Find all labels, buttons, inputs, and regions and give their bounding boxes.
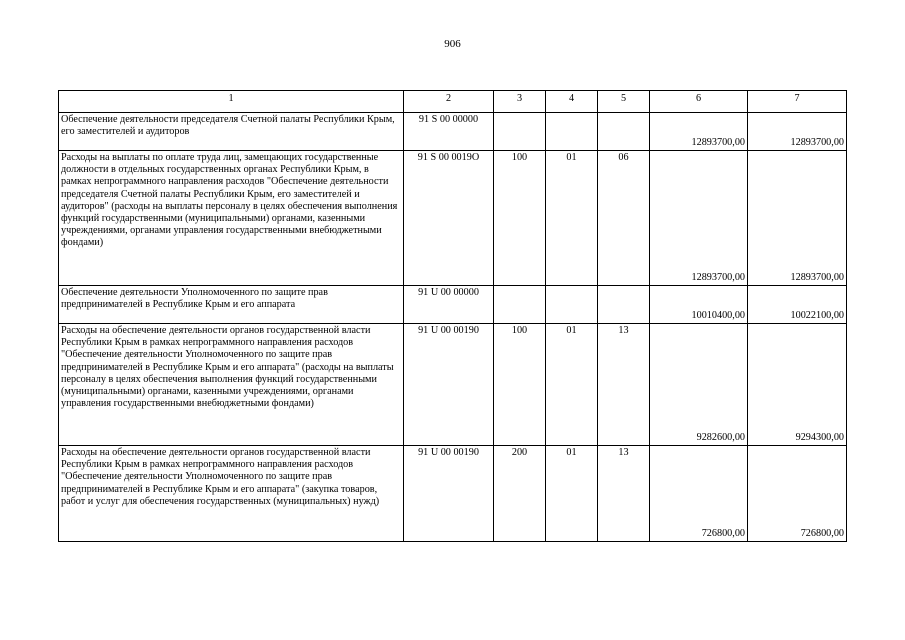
table-row xyxy=(59,113,847,151)
row-vr-code: 100 xyxy=(494,151,546,286)
row-csr-code: 91 S 00 0019O xyxy=(404,151,494,286)
row-sum-year2: 726800,00 xyxy=(748,446,847,542)
page-number: 906 xyxy=(444,38,461,50)
row-sum-year1: 10010400,00 xyxy=(650,286,748,324)
column-header: 1 xyxy=(59,91,404,113)
row-rz-code: 01 xyxy=(546,324,598,446)
row-pr-code: 13 xyxy=(598,446,650,542)
row-vr-code xyxy=(494,286,546,324)
table-row xyxy=(59,286,847,324)
row-sum-year2: 12893700,00 xyxy=(748,113,847,151)
row-csr-code: 91 S 00 00000 xyxy=(404,113,494,151)
column-header: 3 xyxy=(494,91,546,113)
row-sum-year1: 726800,00 xyxy=(650,446,748,542)
row-pr-code xyxy=(598,286,650,324)
table-row xyxy=(59,446,847,542)
table-row xyxy=(59,324,847,446)
row-description: Расходы на обеспечение деятельности органов государственной власти Республики Крым в рамках непрограммного направления расходов "Обеспечение деятельности Уполномоченного по защите прав предпринимателей в Республике Крым и его аппарата" (расходы на выплаты персоналу в целях обеспечения выполнения функций государственными (муниципальными) органами, казенными учреждениями, органами управления государственными внебюджетными фондами) xyxy=(59,324,404,446)
row-csr-code: 91 U 00 00190 xyxy=(404,446,494,542)
row-csr-code: 91 U 00 00000 xyxy=(404,286,494,324)
row-description: Расходы на выплаты по оплате труда лиц, замещающих государственные должности в отдельных государственных органах Республики Крым, в рамках непрограммного направления расходов "Обеспечение деятельности председателя Счетной палаты Республики Крым, его заместителей и аудиторов" (расходы на выплаты персоналу в целях обеспечения выполнения функций государственными (муниципальными) органами, казенными учреждениями, органами управления государственными внебюджетными фондами) xyxy=(59,151,404,286)
row-rz-code: 01 xyxy=(546,151,598,286)
row-vr-code: 200 xyxy=(494,446,546,542)
row-sum-year2: 10022100,00 xyxy=(748,286,847,324)
row-pr-code: 13 xyxy=(598,324,650,446)
row-sum-year1: 9282600,00 xyxy=(650,324,748,446)
column-header: 7 xyxy=(748,91,847,113)
table-header-row xyxy=(59,91,847,113)
column-header: 2 xyxy=(404,91,494,113)
column-header: 5 xyxy=(598,91,650,113)
column-header: 4 xyxy=(546,91,598,113)
row-vr-code xyxy=(494,113,546,151)
row-pr-code xyxy=(598,113,650,151)
row-sum-year2: 9294300,00 xyxy=(748,324,847,446)
row-rz-code: 01 xyxy=(546,446,598,542)
row-description: Расходы на обеспечение деятельности органов государственной власти Республики Крым в рамках непрограммного направления расходов "Обеспечение деятельности Уполномоченного по защите прав предпринимателей в Республике Крым и его аппарата" (закупка товаров, работ и услуг для обеспечения государственных (муниципальных) нужд) xyxy=(59,446,404,542)
table-row xyxy=(59,151,847,286)
budget-table xyxy=(58,90,847,542)
row-sum-year1: 12893700,00 xyxy=(650,151,748,286)
row-sum-year1: 12893700,00 xyxy=(650,113,748,151)
row-rz-code xyxy=(546,286,598,324)
row-description: Обеспечение деятельности председателя Счетной палаты Республики Крым, его заместителей и аудиторов xyxy=(59,113,404,151)
row-vr-code: 100 xyxy=(494,324,546,446)
row-pr-code: 06 xyxy=(598,151,650,286)
column-header: 6 xyxy=(650,91,748,113)
row-rz-code xyxy=(546,113,598,151)
row-sum-year2: 12893700,00 xyxy=(748,151,847,286)
row-csr-code: 91 U 00 00190 xyxy=(404,324,494,446)
row-description: Обеспечение деятельности Уполномоченного по защите прав предпринимателей в Республике Крым и его аппарата xyxy=(59,286,404,324)
